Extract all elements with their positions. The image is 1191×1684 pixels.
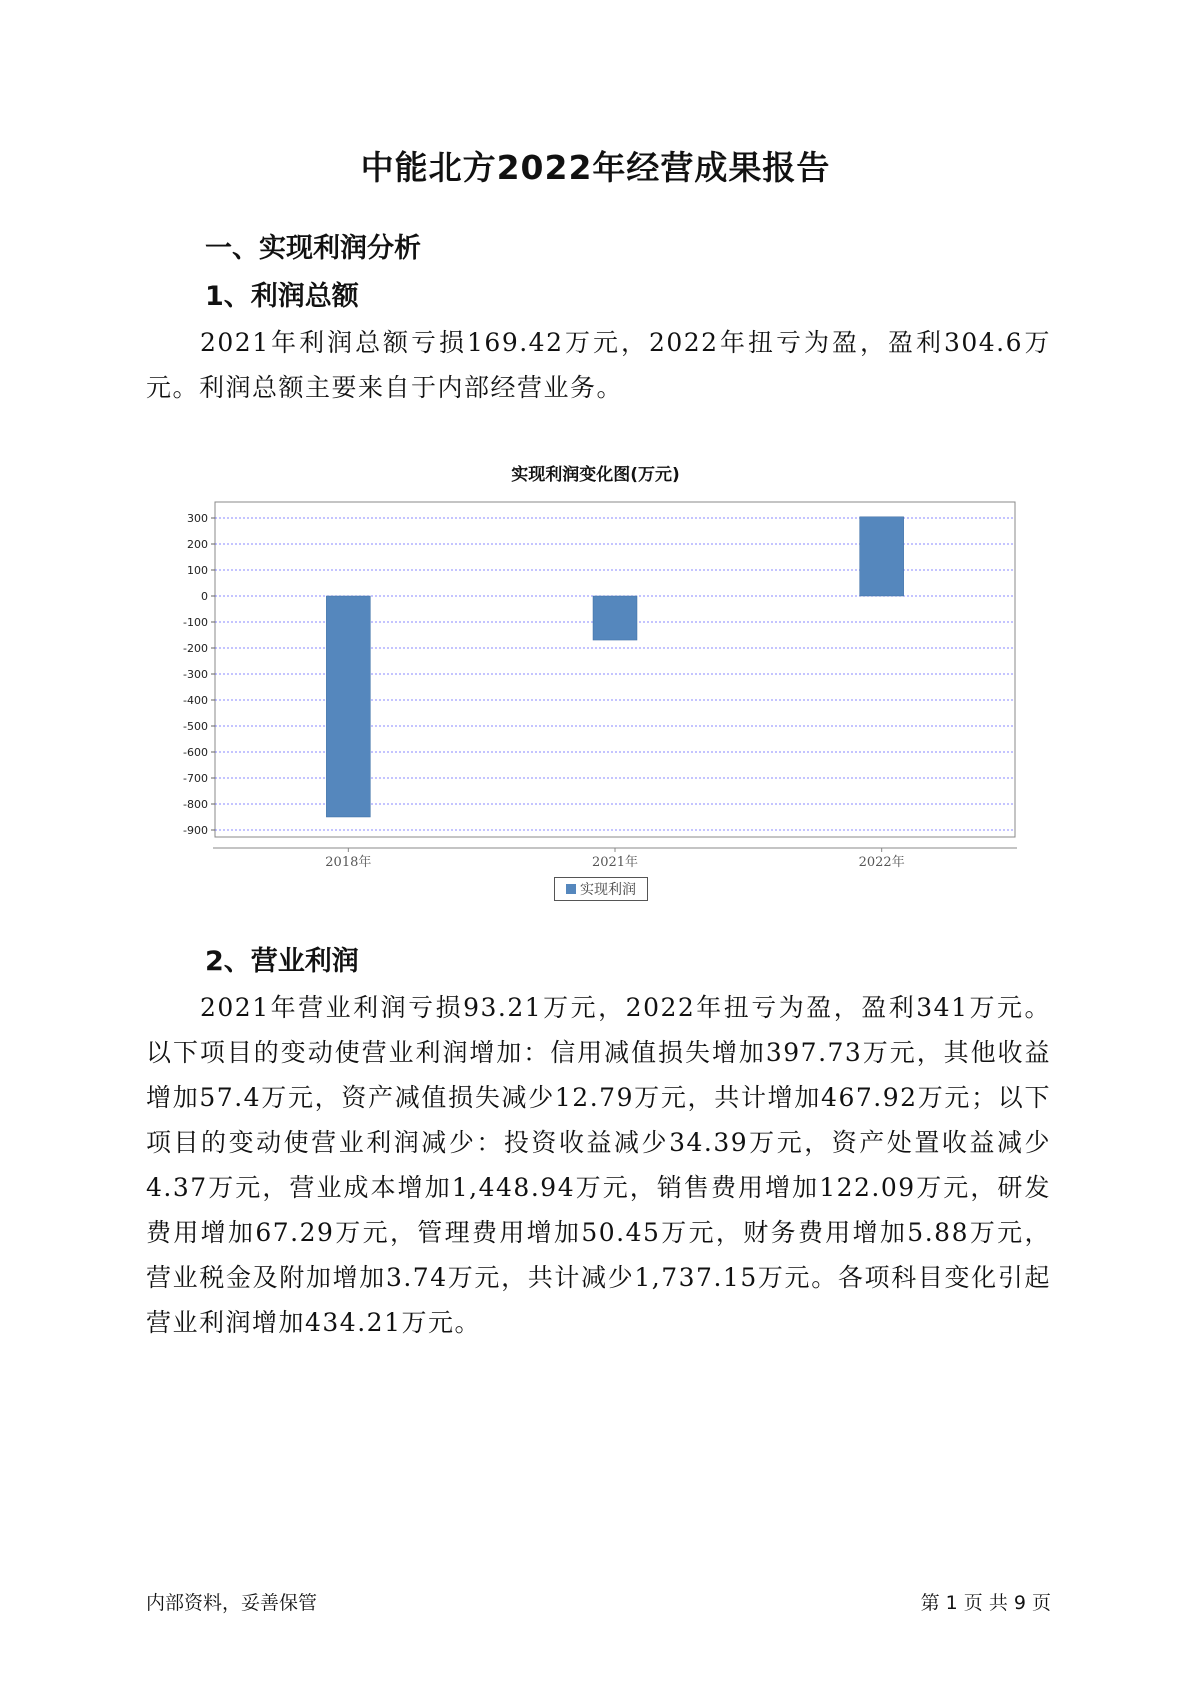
y-tick-label: -200 [183,642,208,655]
y-tick-label: 200 [187,538,208,551]
y-tick-label: -300 [183,668,208,681]
x-tick-label: 2018年 [325,855,372,870]
bar-2018年 [326,596,370,817]
x-tick-label: 2021年 [591,855,639,870]
legend-swatch [566,884,576,894]
y-tick-label: -700 [183,772,208,785]
footer-confidential-note: 内部资料，妥善保管 [146,1592,318,1614]
subsection-heading-operating-profit: 2、营业利润 [205,946,359,977]
y-tick-label: -900 [183,824,208,837]
chart-title: 实现利润变化图(万元) [511,465,680,485]
paragraph-operating-profit: 2021年营业利润亏损93.21万元，2022年扭亏为盈，盈利341万元。以下项目的变动使营业利润增加：信用减值损失增加397.73万元，其他收益增加57.4万元，资产减值损失减少12.79万元，共计增加467.92万元；以下项目的变动使营业利润减少：投资收益减少34.39万元，资产处置收益减少4.37万元，营业成本增加1,448.94万元，销售费用增加122.09万元，研发费用增加67.29万元，管理费用增加50.45万元，财务费用增加5.88万元，营业税金及附加增加3.74万元，共计减少1,737.15万元。各项科目变化引起营业利润增加434.21万元。 [146,993,1051,1337]
y-tick-label: -400 [183,694,208,707]
y-tick-label: -600 [183,746,208,759]
section-heading: 一、实现利润分析 [205,233,421,264]
bar-2021年 [593,596,637,640]
y-tick-label: 100 [187,564,208,577]
chart-legend [554,877,648,901]
subsection-heading-profit-total: 1、利润总额 [205,281,359,312]
y-tick-label: -500 [183,720,208,733]
paragraph-profit-total: 2021年利润总额亏损169.42万元，2022年扭亏为盈，盈利304.6万元。利润总额主要来自于内部经营业务。 [146,328,1051,402]
profit-chart [170,492,1040,877]
legend-label: 实现利润 [580,882,636,898]
y-tick-label: -100 [183,616,208,629]
x-tick-label: 2022年 [858,855,905,870]
y-tick-label: 0 [201,590,208,603]
y-tick-label: 300 [187,512,208,525]
report-title: 中能北方2022年经营成果报告 [360,148,831,187]
y-tick-label: -800 [183,798,208,811]
footer-page-number: 第 1 页 共 9 页 [920,1592,1051,1614]
bar-2022年 [860,517,904,596]
